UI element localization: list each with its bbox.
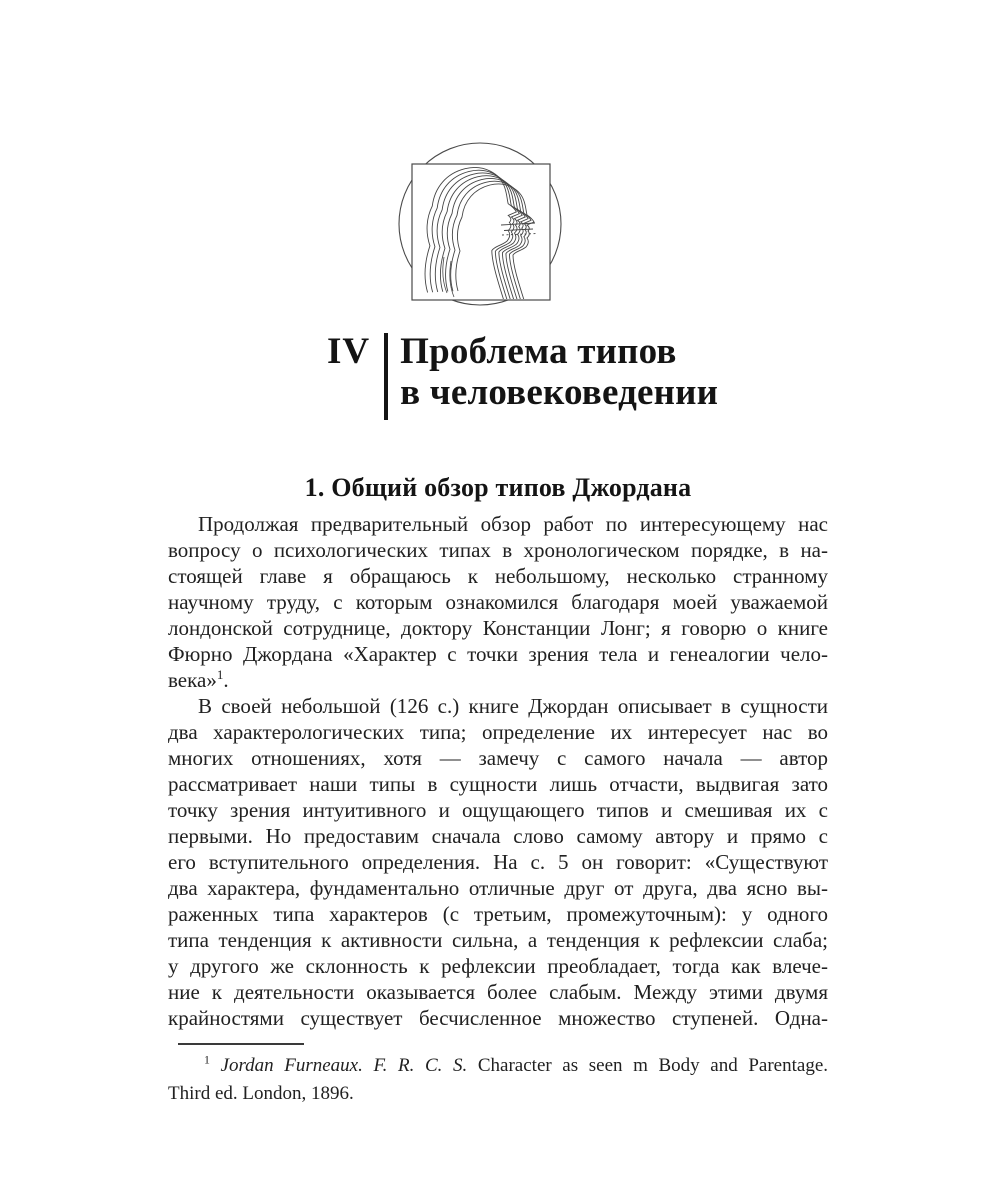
paragraph1-line: научному труду, с которым ознакомился благодаря моей уважаемой bbox=[168, 590, 828, 614]
chapter-title-line-2: в человековедении bbox=[400, 372, 719, 413]
head-profile-emblem bbox=[394, 139, 566, 311]
paragraph2-line: раженных типа характеров (с третьим, промежуточным): у одного bbox=[168, 902, 828, 926]
chapter-number: IV bbox=[327, 331, 371, 372]
chapter-title-line-1: Проблема типов bbox=[400, 331, 677, 372]
footnote-separator-rule bbox=[178, 1043, 304, 1045]
footnote-title: Character as seen m Body and Parentage. bbox=[467, 1055, 828, 1076]
paragraph2-line: многих отношениях, хотя — замечу с самого начала — автор bbox=[168, 746, 828, 770]
footnote-reference-mark: 1 bbox=[216, 667, 224, 682]
footnote-number: 1 bbox=[204, 1053, 210, 1067]
paragraph1-line: стоящей главе я обращаюсь к небольшому, несколько странному bbox=[168, 564, 828, 588]
paragraph1-line: Продолжая предварительный обзор работ по интересующему нас bbox=[198, 512, 828, 536]
paragraph1-line: вопросу о психологических типах в хронологическом порядке, в на- bbox=[168, 538, 828, 562]
footnote-author: Jordan Furneaux. F. R. C. S. bbox=[220, 1055, 468, 1076]
paragraph1-line: Фюрно Джордана «Характер с точки зрения тела и генеалогии чело- bbox=[168, 642, 828, 666]
paragraph2-line: его вступительного определения. На с. 5 он говорит: «Существуют bbox=[168, 850, 828, 874]
paragraph2-line: рассматривает наши типы в сущности лишь отчасти, выдвигая зато bbox=[168, 772, 828, 796]
chapter-title bbox=[400, 331, 718, 413]
paragraph2-line: В своей небольшой (126 с.) книге Джордан описывает в сущности bbox=[198, 694, 828, 718]
body-text bbox=[168, 511, 828, 1031]
paragraph2-line: крайностями существует бесчисленное множество ступеней. Одна- bbox=[168, 1006, 828, 1030]
chapter-divider-bar bbox=[384, 333, 388, 420]
paragraph2-line: два характерологических типа; определение их интересует нас во bbox=[168, 720, 828, 744]
paragraph2-line: точку зрения интуитивного и ощущающего типов и смешивая их с bbox=[168, 798, 828, 822]
footnote-line-2: Third ed. London, 1896. bbox=[168, 1083, 354, 1104]
paragraph2-line: ние к деятельности оказывается более слабым. Между этими двумя bbox=[168, 980, 828, 1004]
paragraph1-last-line bbox=[168, 667, 828, 693]
paragraph2-line: у другого же склонность к рефлексии преобладает, тогда как влече- bbox=[168, 954, 828, 978]
paragraph2-line: типа тенденция к активности сильна, а тенденция к рефлексии слаба; bbox=[168, 928, 828, 952]
paragraph1-line: лондонской сотруднице, доктору Констанции Лонг; я говорю о книге bbox=[168, 616, 828, 640]
chapter-heading bbox=[327, 331, 718, 420]
paragraph2-line: первыми. Но предоставим сначала слово самому автору и прямо с bbox=[168, 824, 828, 848]
paragraph2-line: два характера, фундаментально отличные друг от друга, два ясно вы- bbox=[168, 876, 828, 900]
paragraph1-last-tail: . bbox=[223, 668, 229, 692]
footnote bbox=[168, 1052, 828, 1108]
footnote-line-1 bbox=[168, 1052, 828, 1080]
section-heading: 1. Общий обзор типов Джордана bbox=[304, 473, 692, 502]
paragraph1-last-text: века» bbox=[168, 668, 217, 692]
